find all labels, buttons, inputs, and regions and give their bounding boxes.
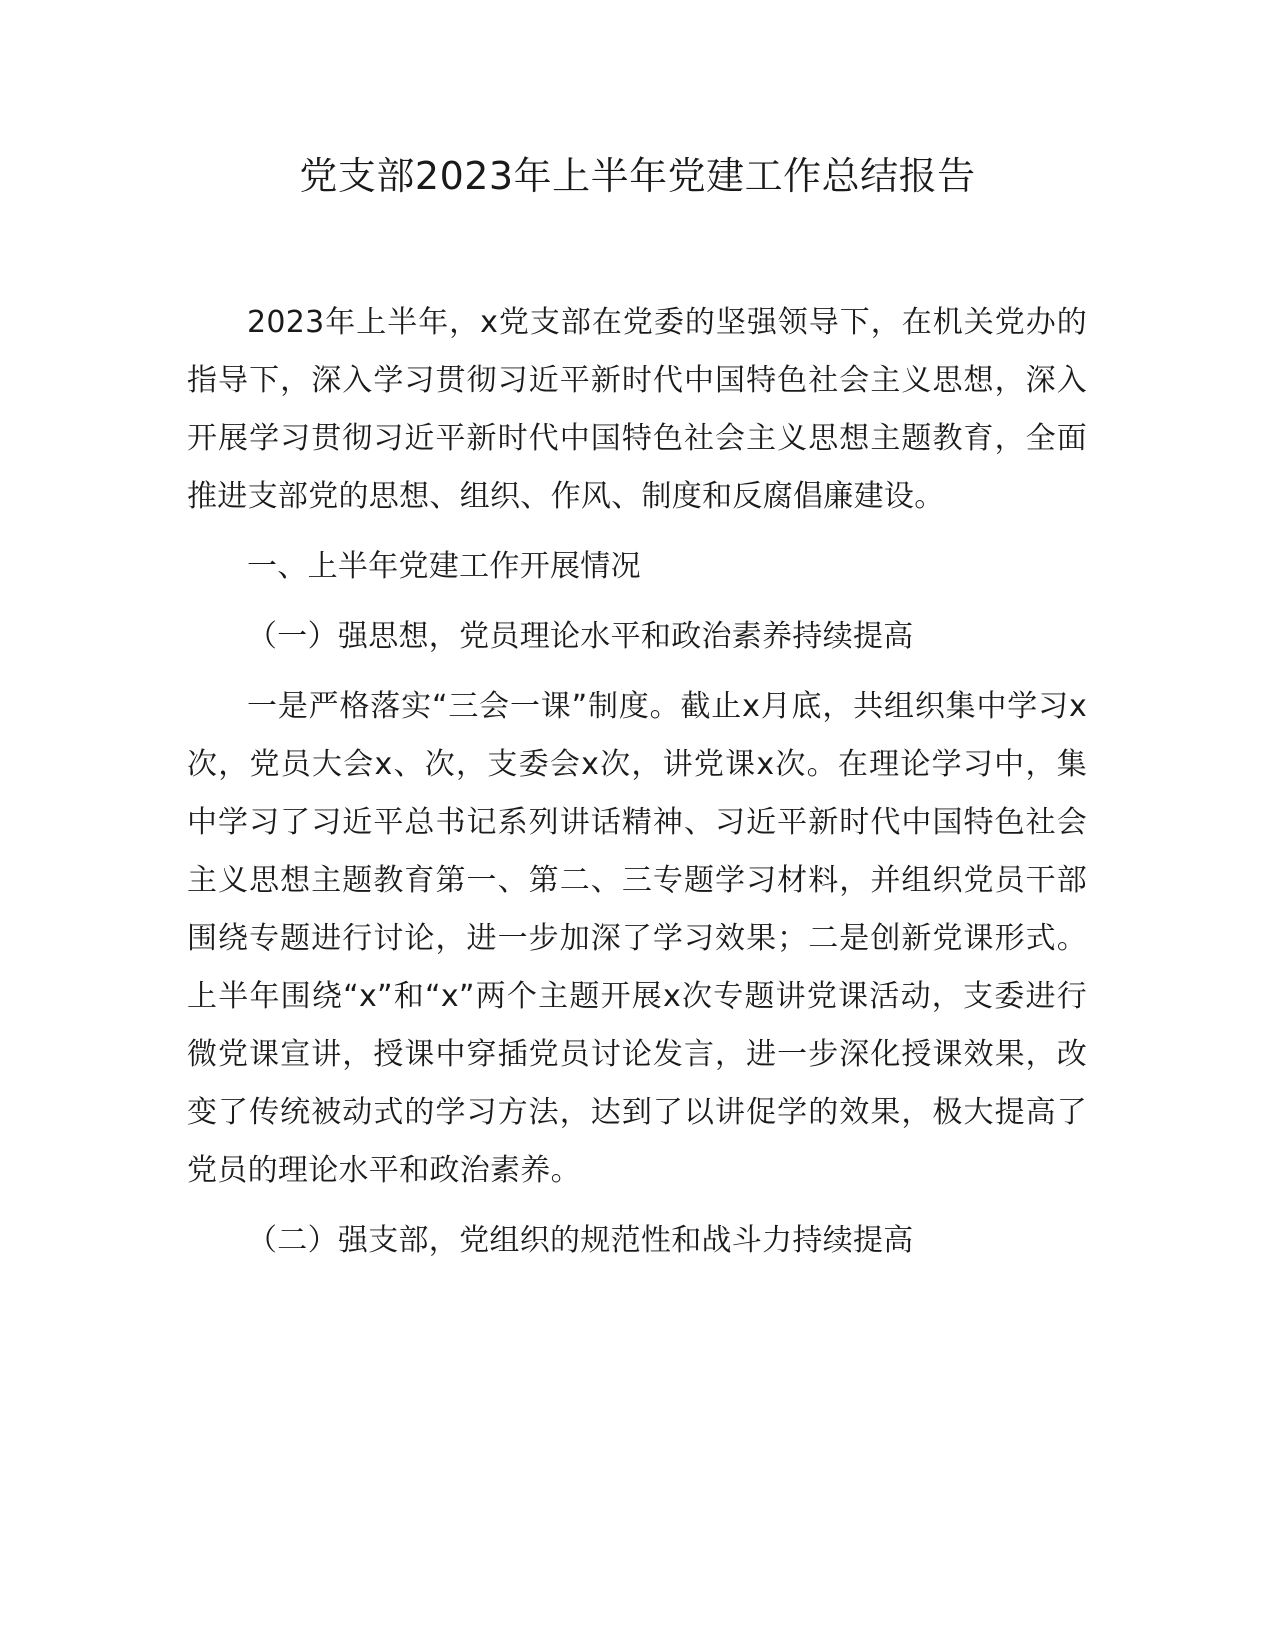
body-paragraph-1: 一是严格落实“三会一课”制度。截止x月底，共组织集中学习x次，党员大会x、次，支委会x次，讲党课x次。在理论学习中，集中学习了习近平总书记系列讲话精神、习近平新时代中国特色社会主义思想主题教育第一、第二、三专题学习材料，并组织党员干部围绕专题进行讨论，进一步加深了学习效果；二是创新党课形式。上半年围绕“x”和“x”两个主题开展x次专题讲党课活动，支委进行微党课宣讲，授课中穿插党员讨论发言，进一步深化授课效果，改变了传统被动式的学习方法，达到了以讲促学的效果，极大提高了党员的理论水平和政治素养。 bbox=[187, 689, 1087, 1188]
subsection-heading-2: （二）强支部，党组织的规范性和战斗力持续提高 bbox=[247, 1223, 914, 1258]
document-body bbox=[187, 294, 1087, 1282]
document-title: 党支部2023年上半年党建工作总结报告 bbox=[299, 154, 976, 198]
intro-paragraph: 2023年上半年，x党支部在党委的坚强领导下，在机关党办的指导下，深入学习贯彻习近平新时代中国特色社会主义思想，深入开展学习贯彻习近平新时代中国特色社会主义思想主题教育，全面推进支部党的思想、组织、作风、制度和反腐倡廉建设。 bbox=[187, 305, 1087, 514]
section-heading-1: 一、上半年党建工作开展情况 bbox=[247, 549, 641, 584]
subsection-heading-1: （一）强思想，党员理论水平和政治素养持续提高 bbox=[247, 619, 914, 654]
